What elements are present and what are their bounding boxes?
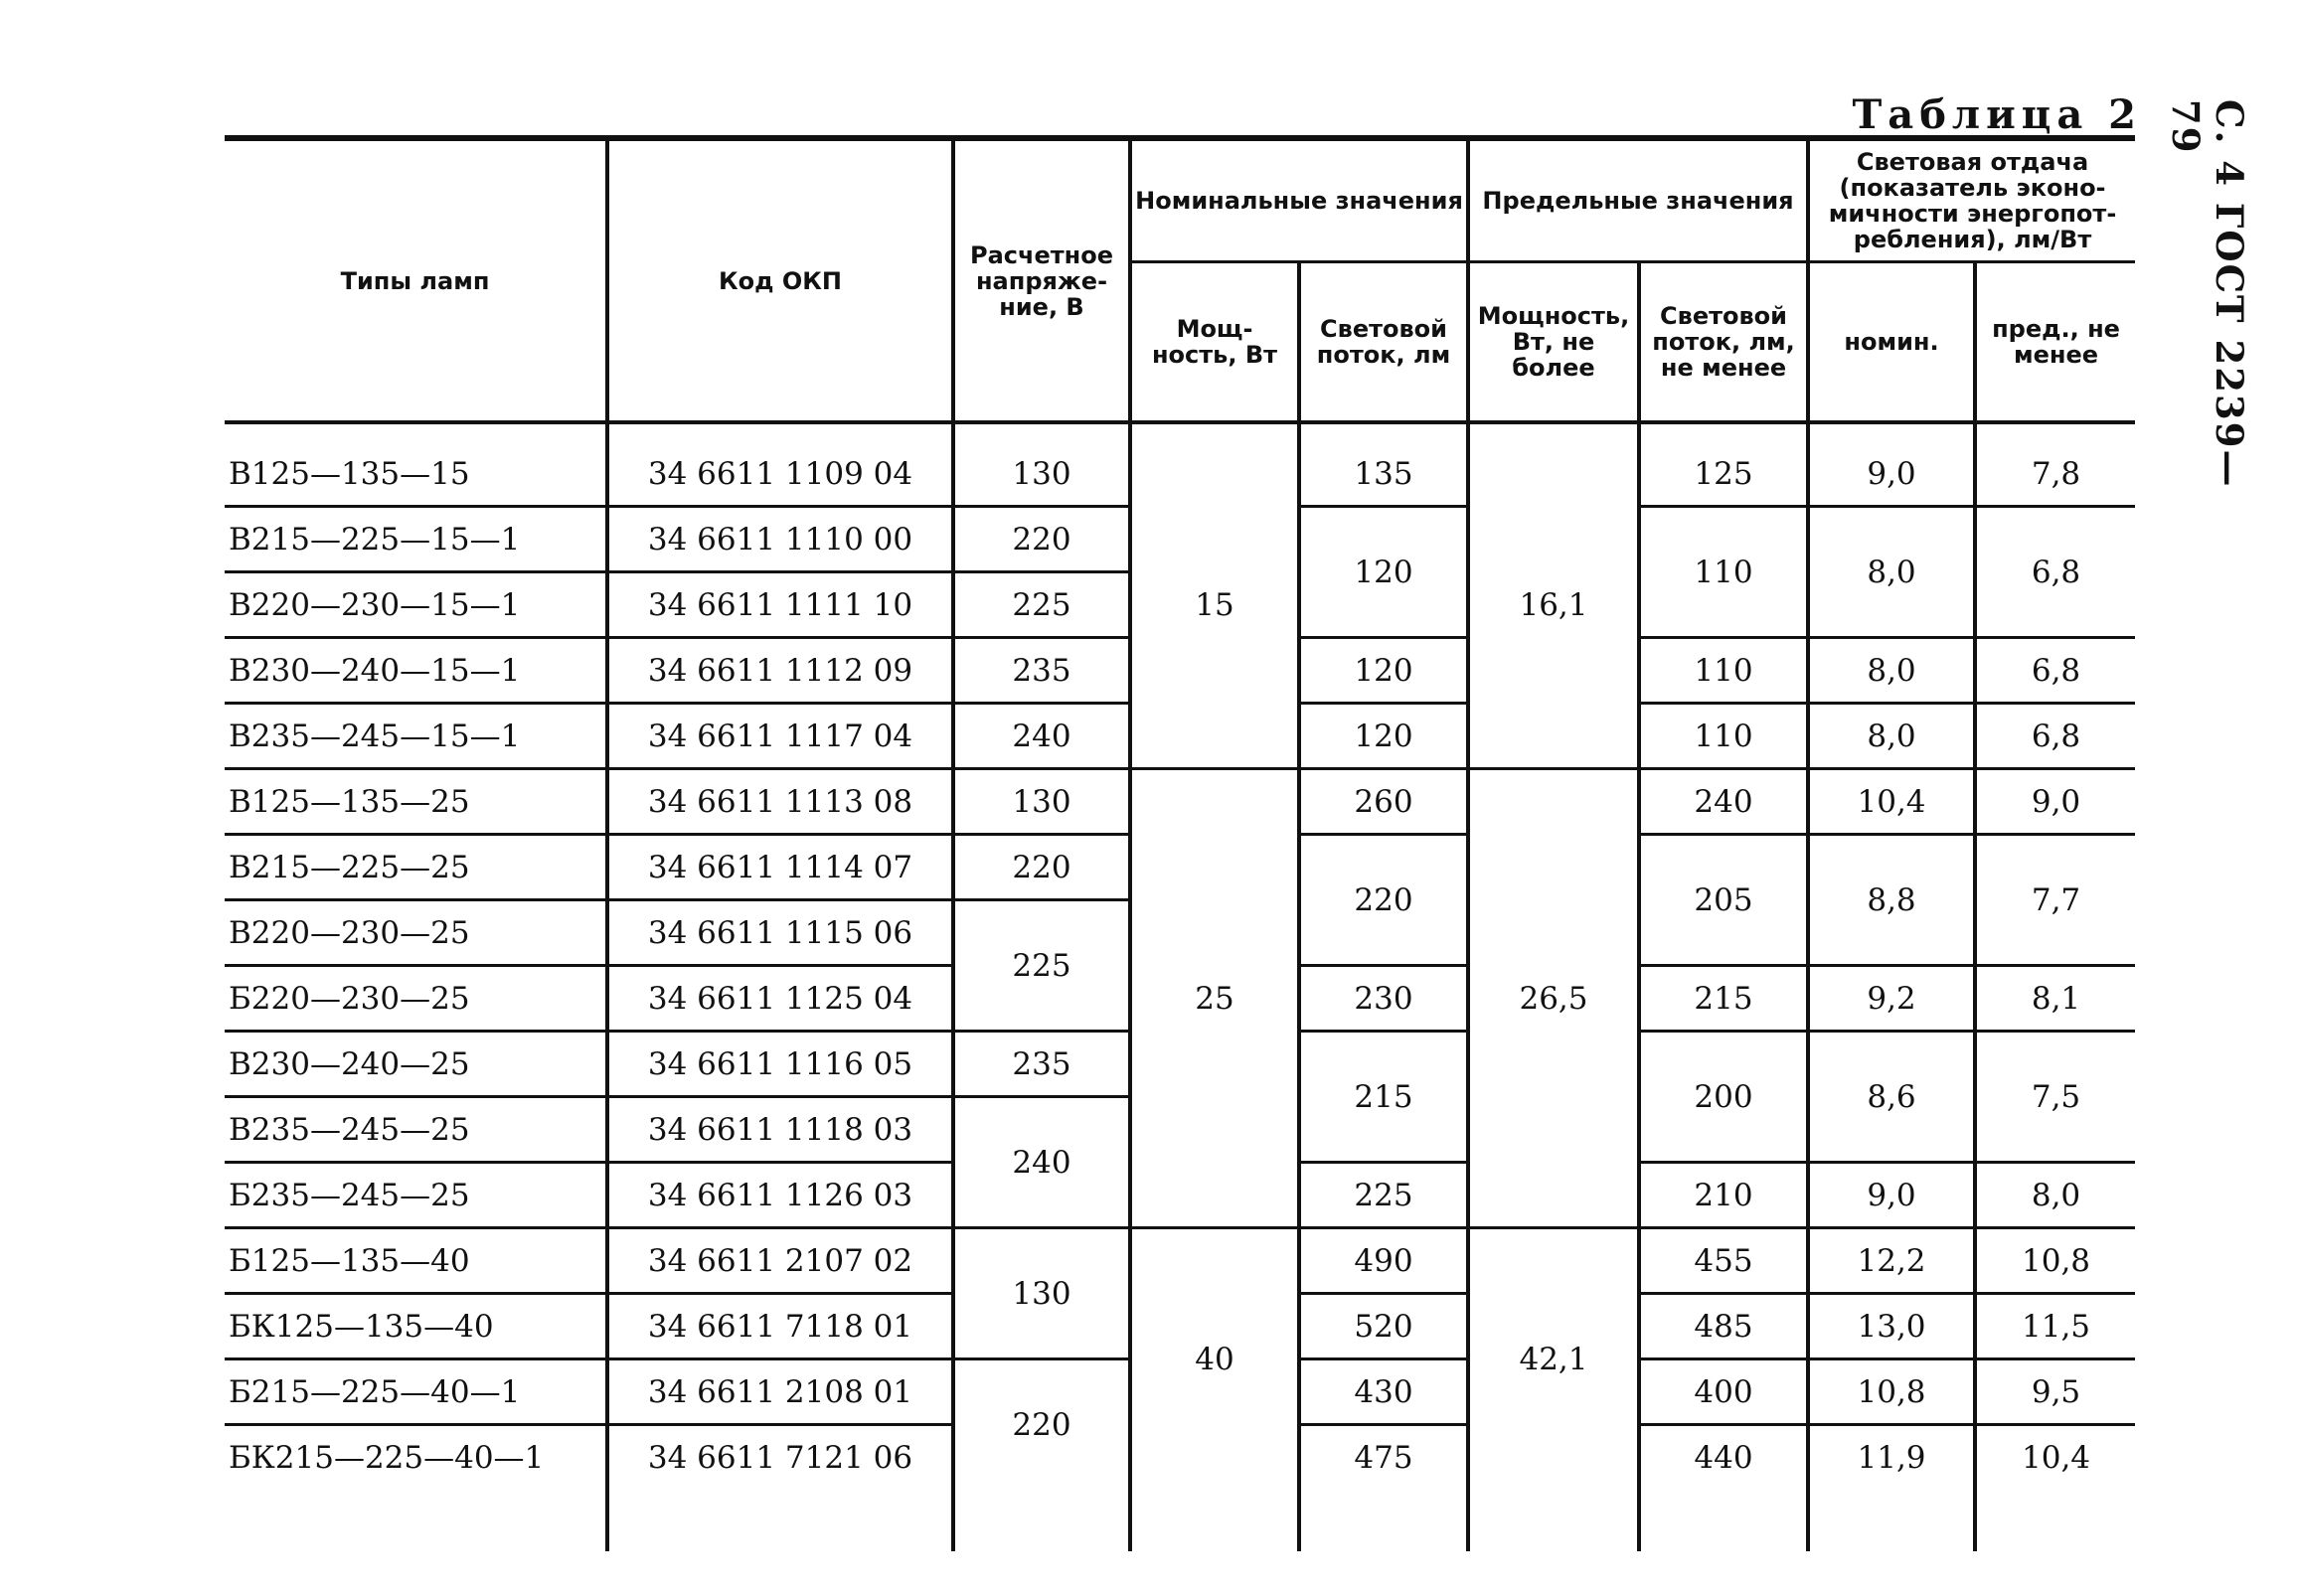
nominal-flux: 215 [1299, 1032, 1468, 1163]
page-side-label: С. 4 ГОСТ 2239—79 [2164, 99, 2251, 489]
header-nominal-flux: Световой поток, лм [1299, 262, 1468, 423]
limit-flux: 240 [1639, 769, 1808, 835]
header-nominal-group: Номинальные значения [1130, 138, 1468, 262]
efficacy-limit: 7,8 [1975, 422, 2135, 507]
limit-flux: 200 [1639, 1032, 1808, 1163]
lamp-type: БК125—135—40 [225, 1294, 607, 1359]
spacer-cell [1130, 1489, 1299, 1551]
header-limit-group: Предельные значения [1468, 138, 1808, 262]
lamp-type: БК215—225—40—1 [229, 1439, 545, 1476]
nominal-flux: 220 [1299, 835, 1468, 966]
lamp-type: В235—245—15—1 [225, 704, 607, 769]
efficacy-limit: 6,8 [1975, 638, 2135, 704]
okp-code: 34 6611 1112 09 [607, 638, 953, 704]
okp-code: 34 6611 1117 04 [607, 704, 953, 769]
voltage: 225 [953, 900, 1130, 1032]
limit-flux: 400 [1639, 1359, 1808, 1425]
okp-code: 34 6611 1116 05 [607, 1032, 953, 1097]
efficacy-nominal: 10,4 [1808, 769, 1975, 835]
lamp-type: В215—225—25 [225, 835, 607, 900]
limit-flux: 110 [1639, 507, 1808, 638]
nominal-flux: 490 [1299, 1228, 1468, 1294]
nominal-flux: 475 [1299, 1425, 1468, 1490]
efficacy-nominal: 8,0 [1808, 507, 1975, 638]
efficacy-nominal: 11,9 [1808, 1425, 1975, 1490]
limit-flux: 205 [1639, 835, 1808, 966]
header-nominal-power: Мощ- ность, Вт [1130, 262, 1299, 423]
voltage: 220 [953, 835, 1130, 900]
voltage: 235 [953, 638, 1130, 704]
efficacy-limit: 10,8 [1975, 1228, 2135, 1294]
nominal-flux: 120 [1299, 638, 1468, 704]
table-header [225, 138, 2135, 422]
voltage: 130 [953, 422, 1130, 507]
lamp-type: Б220—230—25 [225, 966, 607, 1032]
nominal-power: 15 [1130, 422, 1299, 769]
spacer-cell [1975, 1489, 2135, 1551]
voltage: 240 [953, 1097, 1130, 1228]
okp-code: 34 6611 7118 01 [607, 1294, 953, 1359]
table-caption: Таблица 2 [1852, 91, 2142, 138]
lamp-type: Б235—245—25 [225, 1163, 607, 1228]
lamp-type: Б125—135—40 [225, 1228, 607, 1294]
lamp-type: В230—240—25 [225, 1032, 607, 1097]
table-body [225, 422, 2135, 1551]
header-limit-power: Мощность, Вт, не более [1468, 262, 1639, 423]
nominal-flux: 230 [1299, 966, 1468, 1032]
efficacy-nominal: 8,0 [1808, 704, 1975, 769]
efficacy-nominal: 13,0 [1808, 1294, 1975, 1359]
lamp-type: В220—230—15—1 [225, 572, 607, 638]
voltage: 220 [953, 507, 1130, 572]
header-efficacy-nominal: номин. [1808, 262, 1975, 423]
limit-flux: 125 [1639, 422, 1808, 507]
spacer-cell [1808, 1489, 1975, 1551]
okp-code: 34 6611 1109 04 [607, 422, 953, 507]
efficacy-limit: 6,8 [1975, 704, 2135, 769]
voltage: 235 [953, 1032, 1130, 1097]
efficacy-nominal: 8,6 [1808, 1032, 1975, 1163]
nominal-flux: 260 [1299, 769, 1468, 835]
nominal-flux: 135 [1299, 422, 1468, 507]
voltage: 220 [953, 1359, 1130, 1490]
limit-power: 42,1 [1468, 1228, 1639, 1490]
efficacy-limit: 6,8 [1975, 507, 2135, 638]
table-row [225, 769, 2135, 835]
nominal-flux: 120 [1299, 507, 1468, 638]
spacer-cell [607, 1489, 953, 1551]
efficacy-nominal: 9,0 [1808, 1163, 1975, 1228]
nominal-power: 40 [1130, 1228, 1299, 1490]
table-row [225, 1228, 2135, 1294]
efficacy-nominal: 10,8 [1808, 1359, 1975, 1425]
limit-flux: 210 [1639, 1163, 1808, 1228]
limit-flux: 110 [1639, 704, 1808, 769]
voltage: 130 [953, 1228, 1130, 1359]
limit-flux: 455 [1639, 1228, 1808, 1294]
efficacy-limit: 7,7 [1975, 835, 2135, 966]
limit-flux: 110 [1639, 638, 1808, 704]
header-code: Код ОКП [607, 138, 953, 422]
okp-code: 34 6611 2108 01 [607, 1359, 953, 1425]
okp-code: 34 6611 1115 06 [607, 900, 953, 966]
spacer-cell [1299, 1489, 1468, 1551]
okp-code: 34 6611 1111 10 [607, 572, 953, 638]
okp-code: 34 6611 1118 03 [607, 1097, 953, 1163]
voltage: 240 [953, 704, 1130, 769]
spacer-cell [225, 1489, 607, 1551]
efficacy-nominal: 8,8 [1808, 835, 1975, 966]
lamp-type: В125—135—25 [225, 769, 607, 835]
spacer-cell [953, 1489, 1130, 1551]
limit-flux: 485 [1639, 1294, 1808, 1359]
okp-code: 34 6611 1110 00 [607, 507, 953, 572]
header-type: Типы ламп [225, 138, 607, 422]
efficacy-limit: 7,5 [1975, 1032, 2135, 1163]
header-efficacy-group: Световая отдача (показатель эконо- мичности энергопот- ребления), лм/Вт [1808, 138, 2135, 262]
lamp-type: В220—230—25 [225, 900, 607, 966]
lamp-type: В230—240—15—1 [225, 638, 607, 704]
table-bottom-spacer [225, 1489, 2135, 1551]
okp-code: 34 6611 2107 02 [607, 1228, 953, 1294]
lamp-type: В235—245—25 [225, 1097, 607, 1163]
efficacy-limit: 11,5 [1975, 1294, 2135, 1359]
efficacy-limit: 9,0 [1975, 769, 2135, 835]
lamp-type: В125—135—15 [225, 422, 607, 507]
efficacy-limit: 8,0 [1975, 1163, 2135, 1228]
nominal-flux: 120 [1299, 704, 1468, 769]
efficacy-limit: 10,4 [1975, 1425, 2135, 1490]
nominal-flux: 225 [1299, 1163, 1468, 1228]
limit-power: 16,1 [1468, 422, 1639, 769]
header-efficacy-limit: пред., не менее [1975, 262, 2135, 423]
efficacy-limit: 8,1 [1975, 966, 2135, 1032]
efficacy-nominal: 9,2 [1808, 966, 1975, 1032]
efficacy-limit: 9,5 [1975, 1359, 2135, 1425]
nominal-flux: 520 [1299, 1294, 1468, 1359]
okp-code: 34 6611 1126 03 [607, 1163, 953, 1228]
table-row [225, 422, 2135, 507]
header-voltage: Расчетное напряже- ние, В [953, 138, 1130, 422]
header-limit-flux: Световой поток, лм, не менее [1639, 262, 1808, 423]
lamp-table [225, 135, 2135, 1551]
voltage: 225 [953, 572, 1130, 638]
okp-code: 34 6611 1113 08 [607, 769, 953, 835]
okp-code: 34 6611 1114 07 [607, 835, 953, 900]
efficacy-nominal: 8,0 [1808, 638, 1975, 704]
lamp-type: В215—225—15—1 [225, 507, 607, 572]
spacer-cell [1468, 1489, 1639, 1551]
okp-code: 34 6611 7121 06 [607, 1425, 953, 1490]
nominal-power: 25 [1130, 769, 1299, 1228]
voltage: 130 [953, 769, 1130, 835]
spacer-cell [1639, 1489, 1808, 1551]
limit-power: 26,5 [1468, 769, 1639, 1228]
nominal-flux: 430 [1299, 1359, 1468, 1425]
efficacy-nominal: 12,2 [1808, 1228, 1975, 1294]
efficacy-nominal: 9,0 [1808, 422, 1975, 507]
limit-flux: 215 [1639, 966, 1808, 1032]
okp-code: 34 6611 1125 04 [607, 966, 953, 1032]
limit-flux: 440 [1639, 1425, 1808, 1490]
lamp-type: Б215—225—40—1 [225, 1359, 607, 1425]
